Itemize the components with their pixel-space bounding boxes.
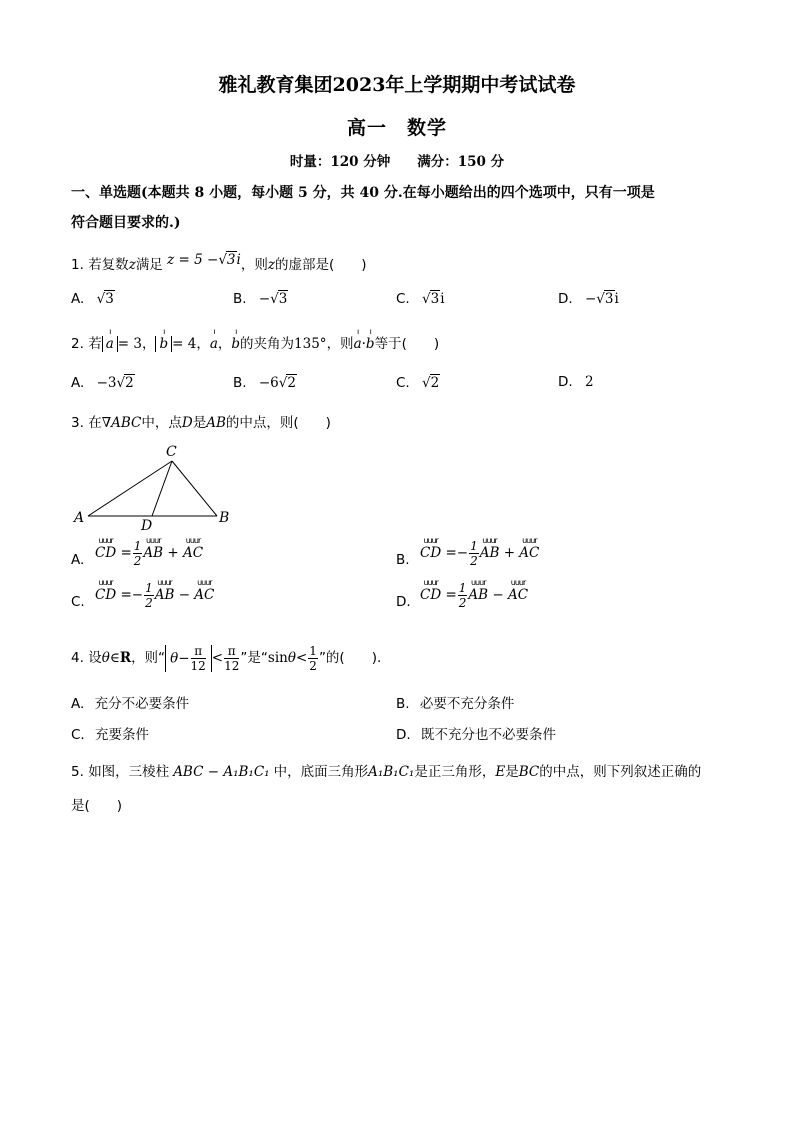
- q3-c-v1: AB: [154, 587, 175, 603]
- q4-frac-1-num: π: [191, 645, 206, 659]
- q3-c-num: 1: [145, 581, 153, 595]
- q3-b-v1-tick: uuur: [482, 536, 497, 545]
- q4-text-2: ，则“: [131, 650, 166, 666]
- q4-option-b[interactable]: [396, 692, 514, 712]
- q5-base: A₁B₁C₁: [368, 764, 415, 780]
- q1-option-b-label: B.: [233, 291, 247, 307]
- q1-option-c[interactable]: [396, 290, 445, 307]
- q3-c-v2: AC: [194, 587, 215, 603]
- q3-b-eq: =: [445, 545, 457, 561]
- q3-b-v2: AC: [519, 545, 540, 561]
- q3-option-a-label: A.: [71, 552, 85, 568]
- q2-eq-a: = 3: [117, 336, 142, 352]
- q3-c-op: −: [178, 587, 190, 603]
- q3-b-frac: [469, 540, 479, 567]
- q1-option-a-value: √3: [96, 291, 114, 307]
- q2-b2: b: [231, 336, 241, 352]
- q3-a-lhs-vec: [95, 536, 117, 561]
- q2-b-prefix: −6: [258, 375, 279, 391]
- q2-vec-a3-arrow: ı: [356, 327, 359, 336]
- q2-b-rad: 2: [287, 375, 296, 391]
- q3-option-c-expr: [95, 578, 215, 610]
- q2-comma-2: ，: [196, 336, 210, 352]
- q3-d-v1-tick: uuur: [470, 578, 486, 587]
- q1-sqrt-symbol: √: [218, 252, 227, 268]
- q2-a3: a: [353, 336, 362, 352]
- segment-cd: [152, 461, 172, 516]
- q2-vec-a2-arrow: ı: [213, 327, 215, 336]
- q1-eq-i: i: [236, 252, 241, 268]
- q1-equation: [167, 252, 241, 268]
- q4-in: ∈: [109, 650, 120, 666]
- q4-option-c-text: 充要条件: [95, 727, 150, 743]
- q1-b-rad: 3: [278, 291, 288, 307]
- q3-point-d: D: [181, 415, 193, 431]
- q3-c-v2-tick: uuur: [197, 578, 212, 587]
- question-5: [71, 760, 701, 780]
- q3-option-a[interactable]: [71, 536, 204, 580]
- q3-b-sign: −: [456, 545, 469, 561]
- q2-vec-a2: [209, 327, 218, 352]
- q3-number: 3.: [71, 415, 84, 431]
- q1-option-a-label: A.: [71, 291, 85, 307]
- q3-d-lhs-tick: uuur: [423, 578, 438, 587]
- q4-theta: θ: [101, 650, 110, 666]
- q1-d-prefix: −: [584, 291, 597, 307]
- q2-option-b[interactable]: [233, 374, 297, 391]
- q2-option-b-value: −6√2: [258, 375, 296, 391]
- q3-b-v2-vec: [519, 536, 540, 561]
- section-heading-line2: 符合题目要求的.): [71, 215, 181, 231]
- q2-a2: a: [209, 336, 218, 352]
- q3-b-op: +: [503, 545, 515, 561]
- q4-option-a[interactable]: [71, 692, 189, 712]
- q5-text-1: 如图，三棱柱: [88, 764, 170, 780]
- q2-option-a-value: −3√2: [96, 375, 134, 391]
- q1-c-suffix: i: [440, 291, 445, 307]
- q4-frac-2-num: π: [224, 645, 239, 659]
- q5-bc: BC: [518, 764, 540, 780]
- q5-e: E: [495, 764, 506, 780]
- q2-vec-b2: [231, 327, 241, 352]
- q3-a-v1-vec: [143, 536, 164, 561]
- q5-number: 5.: [71, 764, 84, 780]
- q3-b-v1-vec: [479, 536, 500, 561]
- q2-vec-b-arrow: ı: [163, 327, 165, 336]
- q2-option-d-label: D.: [558, 374, 573, 390]
- q3-d-op: −: [492, 587, 504, 603]
- q4-text-1: 设: [88, 650, 102, 666]
- q2-vec-b3-arrow: ı: [369, 327, 371, 336]
- q4-frac-3-den: 2: [309, 658, 317, 673]
- q5-text-3: 是正三角形，: [414, 764, 496, 780]
- q3-option-c[interactable]: [71, 578, 215, 622]
- q4-option-a-text: 充分不必要条件: [94, 696, 190, 712]
- q2-option-a[interactable]: [71, 374, 135, 391]
- q3-c-sign: −: [131, 587, 144, 603]
- q3-d-num: 1: [458, 581, 467, 595]
- q3-option-d[interactable]: [396, 578, 529, 622]
- q3-b-num: 1: [470, 539, 478, 553]
- q1-b-prefix: −: [258, 291, 271, 307]
- q3-d-lhs: CD: [420, 587, 442, 603]
- q3-option-b-label: B.: [396, 552, 410, 568]
- q3-a-eq: =: [120, 545, 132, 561]
- q1-d-suffix: i: [614, 291, 619, 307]
- label-c: C: [166, 444, 177, 460]
- q4-option-d-label: D.: [396, 727, 411, 743]
- q1-c-rad: 3: [430, 291, 440, 307]
- q2-eq-b: = 4: [172, 336, 197, 352]
- q1-z-2: z: [267, 257, 275, 273]
- q4-option-d[interactable]: [396, 723, 556, 743]
- q4-lt-2: <: [295, 650, 308, 666]
- q1-option-d[interactable]: [558, 290, 619, 307]
- q4-frac-3: [308, 645, 318, 672]
- triangle-figure: [70, 440, 240, 535]
- q2-text-3: 的夹角为: [240, 336, 295, 352]
- q4-theta-2: θ: [170, 650, 179, 666]
- q4-R: R: [119, 650, 132, 666]
- q4-option-d-text: 既不充分也不必要条件: [420, 727, 556, 743]
- q3-a-den: 2: [133, 554, 142, 568]
- q4-frac-1-den: 12: [190, 658, 206, 673]
- q2-a-rad: 2: [125, 375, 134, 391]
- q2-c-rad: 2: [430, 375, 440, 391]
- q3-c-v1-vec: [154, 578, 175, 603]
- q3-ab: AB: [206, 415, 226, 431]
- q2-dot: ·: [361, 336, 366, 352]
- q3-option-d-expr: [420, 578, 529, 610]
- q4-lt: <: [211, 650, 224, 666]
- q3-a-op: +: [167, 545, 179, 561]
- q2-b3: b: [365, 336, 375, 352]
- q3-option-a-expr: [95, 536, 204, 568]
- q4-frac-1: [191, 645, 206, 672]
- q4-frac-2-den: 12: [224, 658, 240, 673]
- q2-vec-a: [105, 327, 114, 352]
- q1-z: z: [128, 257, 136, 273]
- q4-text-3: ”是“: [240, 650, 268, 666]
- q1-text-3: ，则: [240, 257, 268, 273]
- q3-b-lhs-tick: uuur: [423, 536, 438, 545]
- q2-angle: 135°: [294, 336, 327, 352]
- segment-ac: [88, 461, 172, 516]
- q3-d-v2-vec: [507, 578, 529, 603]
- q3-c-eq: =: [120, 587, 132, 603]
- q3-c-lhs-tick: uuur: [98, 578, 113, 587]
- q4-frac-3-num: 1: [309, 643, 317, 658]
- q3-b-den: 2: [470, 554, 478, 568]
- q4-option-b-text: 必要不充分条件: [419, 696, 515, 712]
- exam-meta: 时量：120 分钟 满分：150 分: [289, 154, 505, 170]
- q2-abs-a: [102, 327, 118, 352]
- q3-a-v2: AC: [182, 545, 204, 561]
- question-1: [71, 253, 367, 273]
- q3-a-v1-tick: uuur: [145, 536, 161, 545]
- q4-number: 4.: [71, 650, 84, 666]
- q2-text-4: ，则: [326, 336, 354, 352]
- q2-option-d[interactable]: [558, 374, 594, 390]
- q1-text-4: 的虚部是( ): [274, 257, 367, 273]
- q3-b-v2-tick: uuur: [522, 536, 537, 545]
- q2-comma-3: ，: [217, 336, 232, 352]
- q1-option-c-label: C.: [396, 291, 410, 307]
- q2-option-c-value: √2: [422, 375, 440, 391]
- q3-a-v1: AB: [143, 545, 164, 561]
- q3-c-v1-tick: uuur: [157, 578, 172, 587]
- q3-b-v1: AB: [479, 545, 500, 561]
- q5-prism: ABC − A₁B₁C₁: [173, 764, 270, 780]
- q1-option-d-value: −√3i: [584, 291, 619, 307]
- q4-abs: [165, 645, 212, 672]
- q4-option-c[interactable]: [71, 723, 149, 743]
- exam-title: 雅礼教育集团2023年上学期期中考试试卷: [218, 74, 576, 96]
- q1-eq-rad: 3: [226, 252, 236, 268]
- q3-c-lhs-vec: [95, 578, 117, 603]
- q3-a-v2-tick: uuur: [185, 536, 201, 545]
- q1-option-a[interactable]: [71, 290, 115, 307]
- q3-text-2: 中，点: [141, 415, 182, 431]
- q2-vec-b3: [365, 327, 375, 352]
- q2-option-c[interactable]: [396, 374, 440, 391]
- q2-a: a: [105, 336, 114, 352]
- q3-a-lhs-tick: uuur: [98, 536, 113, 545]
- q4-sin: sin: [267, 650, 288, 666]
- q3-a-lhs: CD: [95, 545, 117, 561]
- segment-bc: [172, 461, 217, 516]
- q3-c-lhs: CD: [95, 587, 117, 603]
- question-4: [71, 638, 381, 678]
- q4-text-4: ”的( ).: [318, 650, 382, 666]
- q3-d-lhs-vec: [420, 578, 442, 603]
- q4-minus: −: [178, 650, 190, 666]
- q3-option-b-expr: [420, 536, 540, 568]
- q3-triangle: ∇ABC: [101, 415, 142, 431]
- q3-a-frac: [133, 540, 143, 567]
- q3-d-v2-tick: uuur: [510, 578, 526, 587]
- q2-vec-b2-arrow: ı: [235, 327, 237, 336]
- q4-frac-2: [224, 645, 239, 672]
- q3-option-b[interactable]: [396, 536, 540, 580]
- q1-eq-lhs: z = 5 −: [167, 252, 219, 268]
- q3-option-d-label: D.: [396, 594, 411, 610]
- q4-option-a-label: A.: [71, 696, 85, 712]
- q5-text-5: 的中点，则下列叙述正确的: [539, 764, 702, 780]
- q4-option-b-label: B.: [396, 696, 410, 712]
- q2-vec-a-arrow: ı: [109, 327, 111, 336]
- q1-option-b[interactable]: [233, 290, 288, 307]
- q1-number: 1.: [71, 257, 84, 273]
- label-b: B: [219, 510, 230, 526]
- q3-b-lhs-vec: [420, 536, 442, 561]
- q3-c-frac: [144, 582, 154, 609]
- q2-text-1: 若: [88, 336, 102, 352]
- q2-option-c-label: C.: [396, 375, 410, 391]
- q2-vec-a3: [353, 327, 362, 352]
- q5-text-4: 是: [505, 764, 519, 780]
- q2-text-5: 等于( ): [374, 336, 440, 352]
- q3-d-v1-vec: [468, 578, 489, 603]
- q3-text-4: 的中点，则( ): [225, 415, 331, 431]
- q2-b: b: [159, 336, 169, 352]
- question-5-line2: 是( ): [71, 798, 123, 814]
- label-a: A: [74, 510, 85, 526]
- q3-d-frac: [458, 582, 468, 609]
- question-2: [71, 327, 440, 352]
- q4-theta-3: θ: [287, 650, 296, 666]
- section-heading-line1: 一、单选题(本题共 8 小题，每小题 5 分，共 40 分.在每小题给出的四个选项中，只有一项是: [71, 185, 655, 201]
- q3-c-den: 2: [145, 596, 153, 610]
- q3-b-lhs: CD: [420, 545, 442, 561]
- q2-comma-1: ，: [141, 336, 156, 352]
- q3-d-eq: =: [445, 587, 457, 603]
- q3-d-v1: AB: [468, 587, 489, 603]
- q3-option-c-label: C.: [71, 594, 85, 610]
- q1-option-c-value: √3i: [422, 291, 445, 307]
- q2-number: 2.: [71, 336, 84, 352]
- question-3: [71, 411, 331, 431]
- label-d: D: [141, 518, 153, 534]
- q1-text-2: 满足: [135, 257, 163, 273]
- q3-text-1: 在: [88, 415, 102, 431]
- q1-option-d-label: D.: [558, 291, 573, 307]
- q1-text-1: 若复数: [88, 257, 129, 273]
- exam-subtitle: 高一 数学: [346, 117, 447, 139]
- q4-option-c-label: C.: [71, 727, 85, 743]
- q3-d-den: 2: [458, 596, 467, 610]
- q2-option-d-value: 2: [584, 374, 594, 390]
- q3-a-num: 1: [133, 539, 142, 553]
- q2-vec-b: [159, 327, 169, 352]
- q1-d-rad: 3: [604, 291, 614, 307]
- q3-a-v2-vec: [182, 536, 204, 561]
- q5-text-2: 中，底面三角形: [273, 764, 369, 780]
- q3-d-v2: AC: [507, 587, 529, 603]
- q2-option-b-label: B.: [233, 375, 247, 391]
- q3-text-3: 是: [192, 415, 207, 431]
- q2-a-prefix: −3: [96, 375, 117, 391]
- q2-abs-b: [155, 327, 172, 352]
- q1-a-rad: 3: [105, 291, 114, 307]
- q1-option-b-value: −√3: [258, 291, 288, 307]
- q2-option-a-label: A.: [71, 375, 85, 391]
- q3-c-v2-vec: [194, 578, 215, 603]
